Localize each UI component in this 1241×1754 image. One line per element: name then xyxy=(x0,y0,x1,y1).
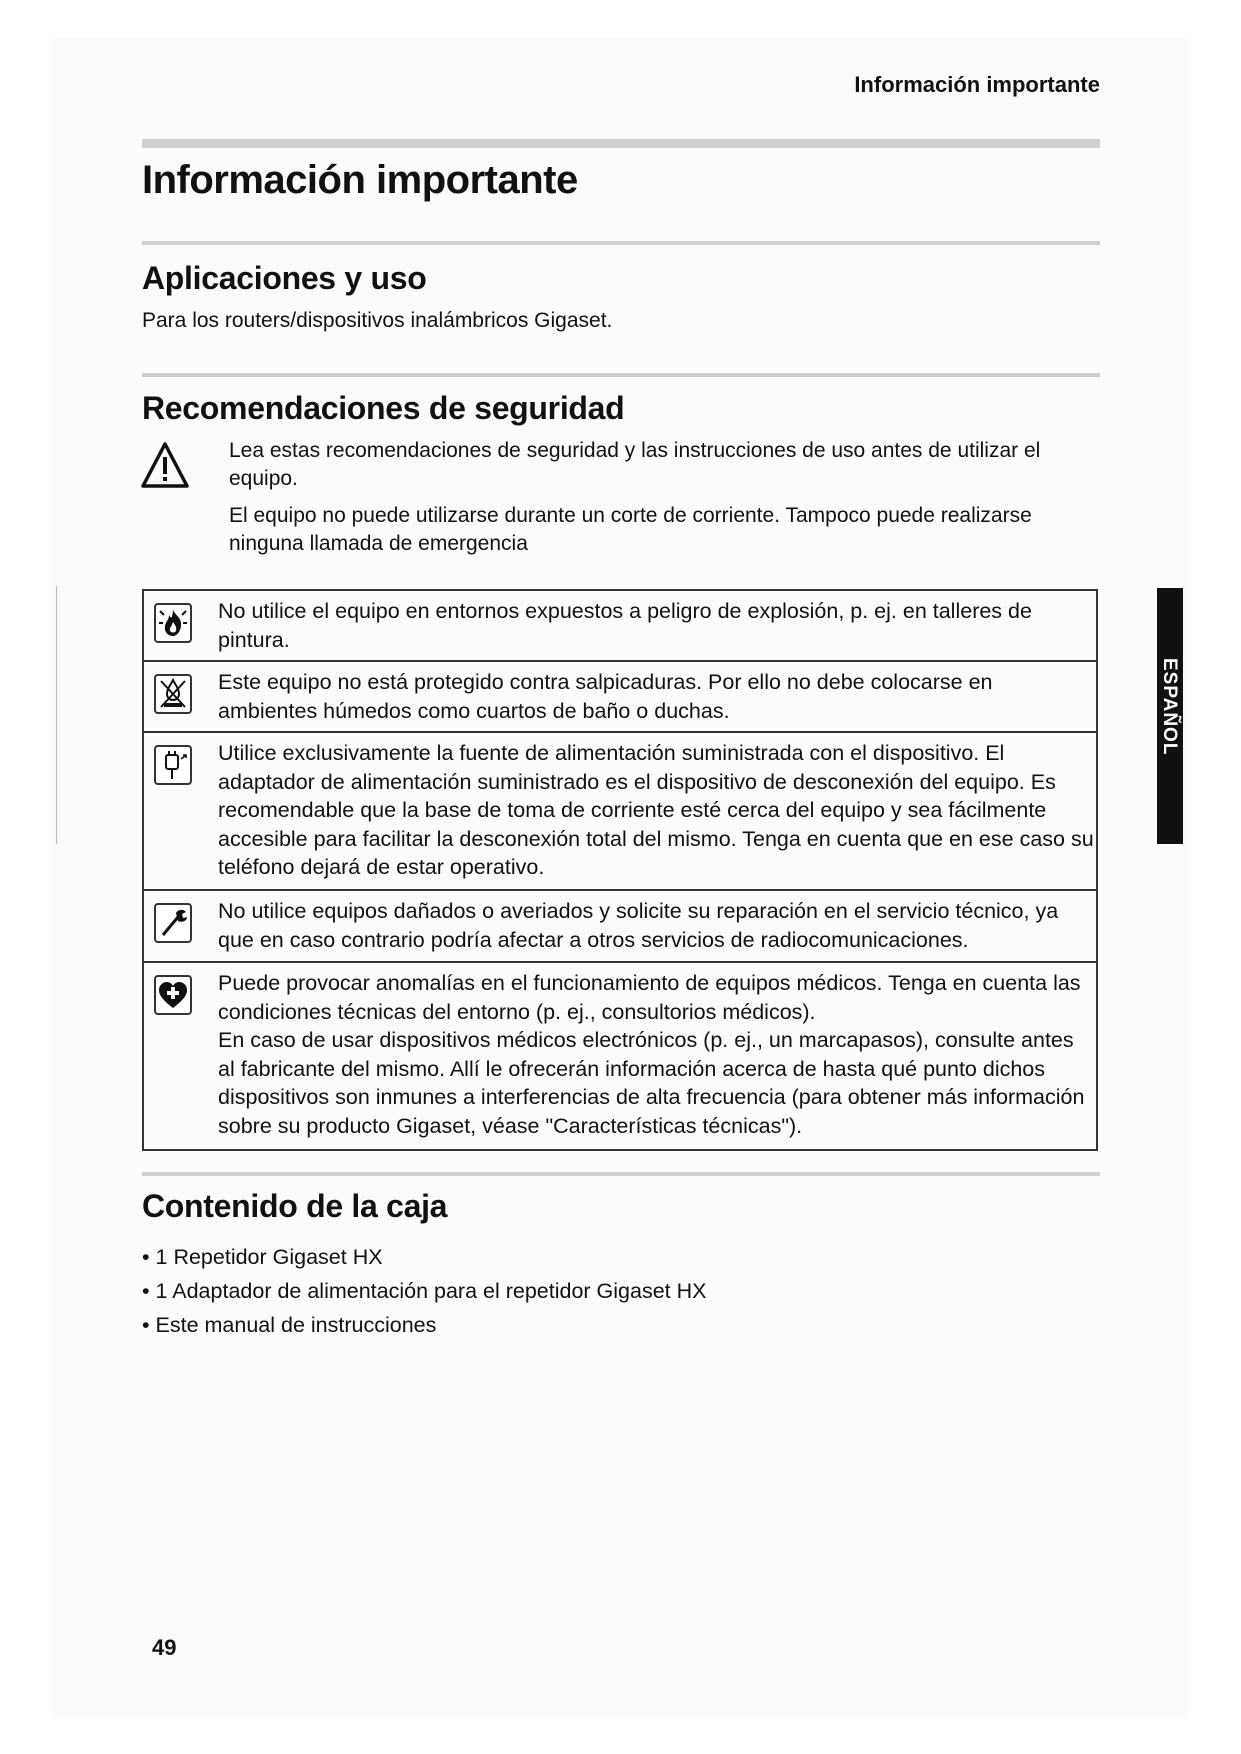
safety-row-text: No utilice el equipo en entornos expuestos a peligro de explosión, p. ej. en talleres de pintura. xyxy=(218,599,1032,652)
safety-row xyxy=(144,961,1096,1149)
section-rule xyxy=(142,241,1100,245)
safety-row-text: Este equipo no está protegido contra salpicaduras. Por ello no debe colocarse en ambientes húmedos como cuartos de baño o duchas. xyxy=(218,670,993,723)
page-title: Información importante xyxy=(142,158,578,202)
safety-row-text: Utilice exclusivamente la fuente de alimentación suministrada con el dispositivo. El adaptador de alimentación suministrado es el dispositivo de desconexión del equipo. Es recomendable que la base de toma de corriente esté cerca del equipo y sea fácilmente accesible para facilitar la desconexión total del mismo. Tenga en cuenta que en ese caso su teléfono dejará de estar operativo. xyxy=(218,741,1094,879)
applications-text: Para los routers/dispositivos inalámbricos Gigaset. xyxy=(142,309,613,332)
no-water-splash-icon xyxy=(154,674,192,714)
safety-table xyxy=(142,589,1098,1151)
list-item: • 1 Repetidor Gigaset HX xyxy=(142,1240,707,1274)
title-rule xyxy=(142,139,1100,148)
power-plug-icon xyxy=(154,745,192,785)
running-header: Información importante xyxy=(854,72,1100,97)
safety-row xyxy=(144,889,1096,961)
medical-text-2: En caso de usar dispositivos médicos electrónicos (p. ej., un marcapasos), consulte antes al fabricante del mismo. Allí le ofrecerán información acerca de hasta qué punto dichos dispositivos son inmunes a interferencias de alta frecuencia (para obtener más información sobre su producto Gigaset, véase "Características técnicas"). xyxy=(218,1028,1085,1138)
warning-triangle-icon xyxy=(140,440,190,490)
wrench-icon xyxy=(154,903,192,943)
medical-text-1: Puede provocar anomalías en el funcionamiento de equipos médicos. Tenga en cuenta las condiciones técnicas del entorno (p. ej., consultorios médicos). xyxy=(218,971,1081,1024)
safety-row xyxy=(144,660,1096,731)
safety-row xyxy=(144,591,1096,660)
applications-heading: Aplicaciones y uso xyxy=(142,260,427,296)
section-rule xyxy=(142,373,1100,377)
box-contents-list xyxy=(142,1240,707,1342)
language-tab-label: ESPAÑOL xyxy=(1159,658,1180,756)
safety-intro-1: Lea estas recomendaciones de seguridad y las instrucciones de uso antes de utilizar el equipo. xyxy=(229,439,1041,490)
box-contents-heading: Contenido de la caja xyxy=(142,1188,448,1224)
list-item: • Este manual de instrucciones xyxy=(142,1308,707,1342)
medical-heart-icon xyxy=(154,975,192,1015)
margin-line xyxy=(56,586,57,844)
fire-explosion-icon xyxy=(154,603,192,643)
page-number: 49 xyxy=(152,1635,177,1660)
safety-row-text xyxy=(218,963,1096,1149)
safety-intro-2: El equipo no puede utilizarse durante un corte de corriente. Tampoco puede realizarse ninguna llamada de emergencia xyxy=(229,504,1032,555)
list-item: • 1 Adaptador de alimentación para el repetidor Gigaset HX xyxy=(142,1274,707,1308)
language-tab xyxy=(1157,588,1183,844)
section-rule xyxy=(142,1172,1100,1176)
safety-heading: Recomendaciones de seguridad xyxy=(142,390,625,426)
safety-row-text: No utilice equipos dañados o averiados y solicite su reparación en el servicio técnico, ya que en caso contrario podría afectar a otros servicios de radiocomunicaciones. xyxy=(218,899,1059,952)
safety-row xyxy=(144,731,1096,889)
